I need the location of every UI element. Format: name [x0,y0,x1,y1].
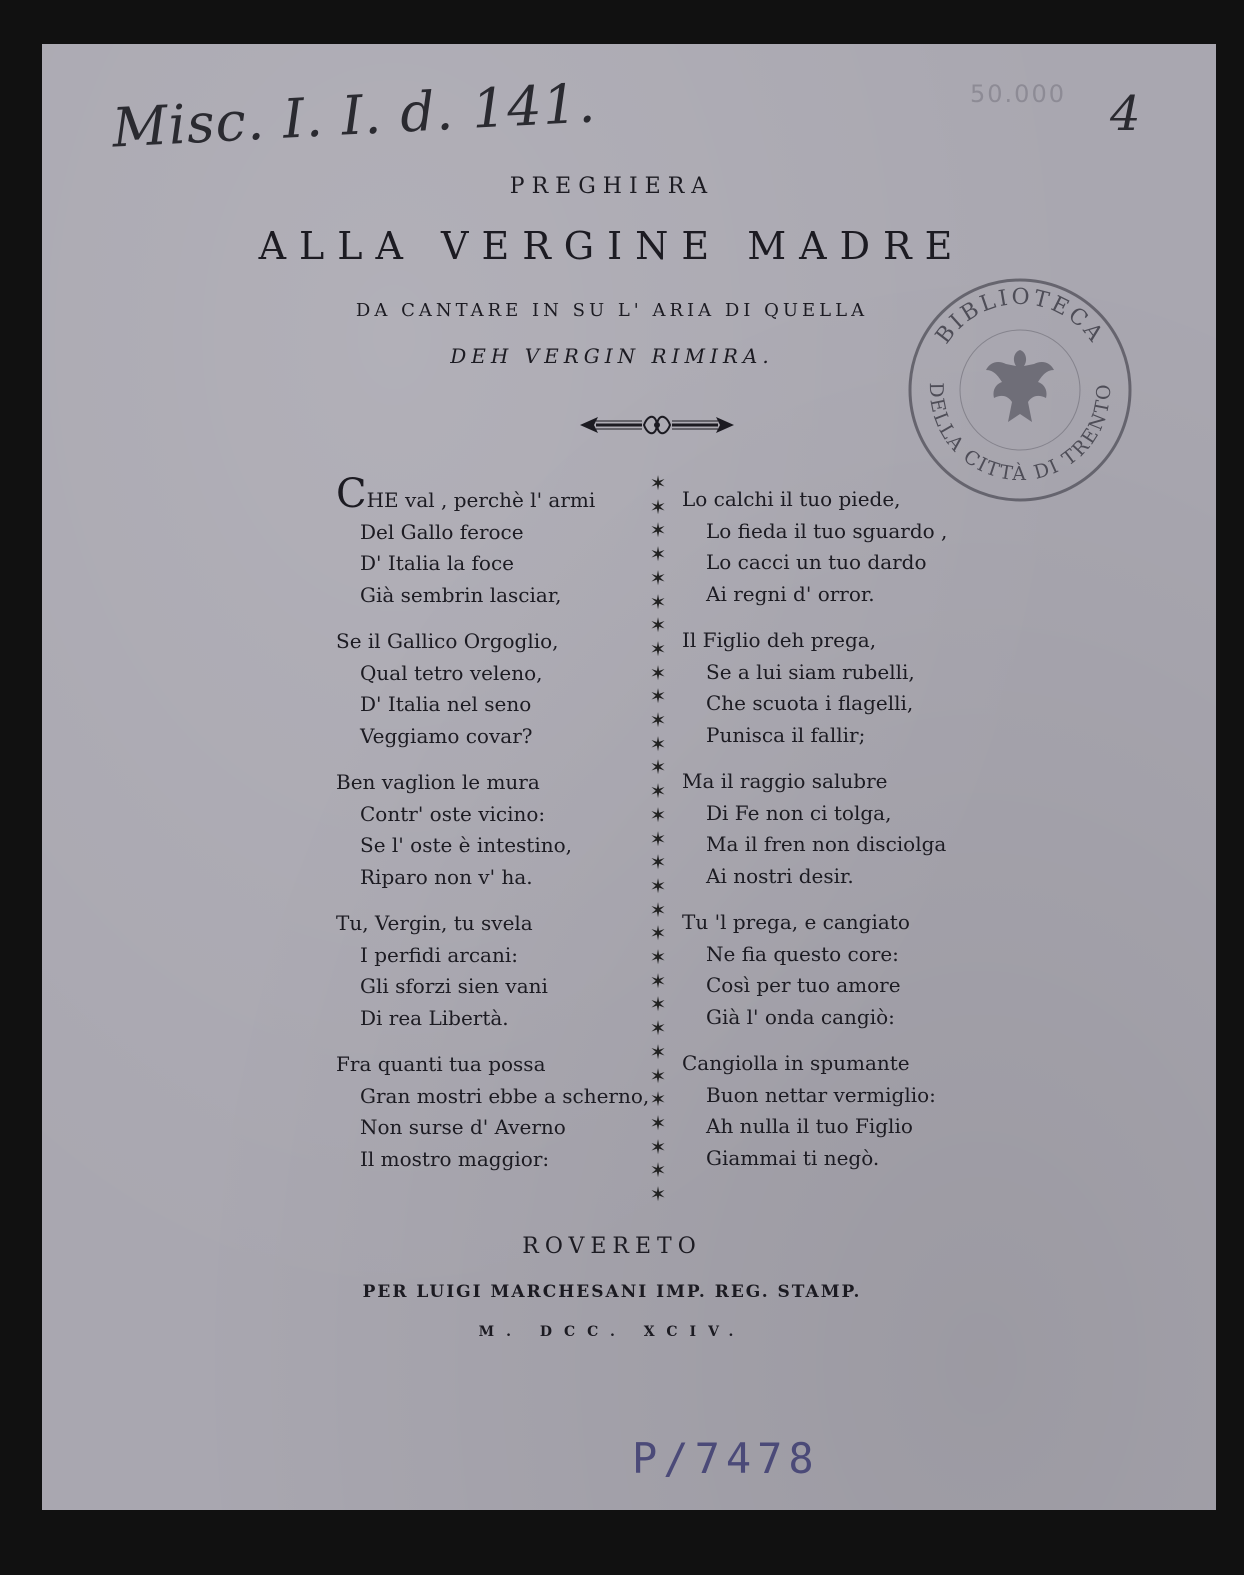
poem-line: Il mostro maggior: [360,1146,550,1171]
divider-star-icon: ✶ [649,684,667,709]
stamp-bottom-text: DELLA CITTÀ DI TRENTO [924,382,1116,486]
poem-line: Se il Gallico Orgoglio, [336,629,559,653]
stanza [336,767,649,893]
drop-cap: C [336,471,367,517]
divider-star-icon: ✶ [649,565,667,590]
poem-line: Tu 'l prega, e cangiato [682,910,910,934]
library-stamp [902,272,1138,508]
stanza [682,766,947,892]
divider-star-icon: ✶ [649,826,667,851]
poem-right-column [682,484,947,1189]
divider-star-icon: ✶ [649,471,667,495]
poem-line: Ai regni d' orror. [706,581,875,606]
divider-star-icon: ✶ [649,518,667,543]
poem-line: Lo fieda il tuo sguardo , [706,518,948,543]
poem-line: Ai nostri desir. [706,863,854,888]
divider-star-icon: ✶ [649,1087,667,1112]
divider-star-icon: ✶ [649,921,667,946]
poem-line: Ne fia questo core: [706,941,899,966]
poem-line: Gran mostri ebbe a scherno, [360,1083,650,1108]
poem-line: Del Gallo feroce [360,519,524,544]
divider-star-icon: ✶ [649,755,667,780]
svg-text:BIBLIOTECA [931,285,1109,349]
stanza [336,1049,649,1175]
poem-line: Qual tetro veleno, [360,660,543,685]
poem-line: Così per tuo amore [706,973,901,997]
stanza [682,625,947,751]
poem-line: Punisca il fallir; [706,722,866,747]
divider-star-icon: ✶ [649,613,667,638]
divider-star-icon: ✶ [649,1182,667,1207]
faint-inventory-number: 50.000 [970,80,1066,108]
poem-line: D' Italia la foce [360,551,514,575]
divider-star-icon: ✶ [649,945,667,970]
poem-line: Contr' oste vicino: [360,801,546,826]
poem-line: Che scuota i flagelli, [706,691,914,715]
poem-line: Di rea Libertà. [360,1005,509,1030]
poem-line: Se l' oste è intestino, [360,833,573,857]
ornament-divider [646,472,670,1207]
divider-star-icon: ✶ [649,1063,667,1088]
stamped-call-number: P/7478 [632,1434,820,1483]
poem-line: Veggiamo covar? [360,723,533,748]
poem-line: Buon nettar vermiglio: [706,1082,936,1107]
divider-star-icon: ✶ [649,660,667,685]
poem-line: Lo calchi il tuo piede, [682,487,901,511]
divider-star-icon: ✶ [649,1016,667,1041]
divider-star-icon: ✶ [649,494,667,519]
poem-line: Ben vaglion le mura [336,770,540,794]
stanza [682,484,947,610]
divider-star-icon: ✶ [649,731,667,756]
ornament-icon [572,408,742,442]
imprint-year: M. DCC. XCIV. [478,1324,746,1340]
title-preghiera: PREGHIERA [509,174,715,199]
divider-star-icon: ✶ [649,802,667,827]
poem-line: Già sembrin lasciar, [360,582,562,607]
imprint-printer: PER LUIGI MARCHESANI IMP. REG. STAMP. [362,1282,862,1302]
stanza [336,471,649,611]
divider-star-icon: ✶ [649,779,667,804]
divider-star-icon: ✶ [649,1134,667,1159]
poem-line: Non surse d' Averno [360,1115,566,1139]
first-word-smallcaps: HE [366,488,399,512]
poem-left-column [336,471,650,1190]
stanza [682,907,947,1033]
poem-line: Ma il raggio salubre [682,769,888,793]
poem-line: Tu, Vergin, tu svela [336,911,533,935]
poem-line: I perfidi arcani: [360,942,518,967]
poem-line: Fra quanti tua possa [336,1052,546,1076]
poem-line: Lo cacci un tuo dardo [706,550,927,574]
poem-line: Se a lui siam rubelli, [706,659,915,684]
divider-star-icon: ✶ [649,708,667,733]
poem-line: Ma il fren non disciolga [706,832,947,856]
imprint-place: ROVERETO [522,1234,702,1259]
divider-star-icon: ✶ [649,873,667,898]
first-line-rest: val , perchè l' armi [398,488,596,512]
stamp-top-text: BIBLIOTECA [931,284,1109,349]
title-subtitle: DA CANTARE IN SU L' ARIA DI QUELLA [355,300,869,321]
divider-star-icon: ✶ [649,542,667,567]
handwritten-shelfmark: Misc. I. I. d. 141. [110,71,598,160]
poem-line: Gli sforzi sien vani [360,974,548,998]
divider-star-icon: ✶ [649,1039,667,1064]
divider-star-icon: ✶ [649,636,667,661]
poem-line: Cangiolla in spumante [682,1051,910,1075]
divider-star-icon: ✶ [649,968,667,993]
divider-star-icon: ✶ [649,1110,667,1135]
eagle-icon [986,350,1054,422]
poem-line: Di Fe non ci tolga, [706,800,892,825]
divider-star-icon: ✶ [649,589,667,614]
poem-line: Il Figlio deh prega, [682,628,877,652]
stanza [336,626,649,752]
poem-line: D' Italia nel seno [360,692,532,716]
stanza [336,908,649,1034]
poem-line: Già l' onda cangiò: [706,1004,895,1029]
divider-star-icon: ✶ [649,850,667,875]
divider-star-icon: ✶ [649,992,667,1017]
divider-star-icon: ✶ [649,897,667,922]
poem-line: Ah nulla il tuo Figlio [706,1114,913,1138]
document-page [42,44,1216,1510]
stanza [682,1048,947,1174]
divider-star-icon: ✶ [649,1158,667,1183]
title-aria-name: DEH VERGIN RIMIRA. [450,344,774,368]
title-main: ALLA VERGINE MADRE [258,224,966,268]
poem-line [336,471,649,517]
handwritten-folio-number: 4 [1110,86,1141,142]
poem-line: Giammai ti negò. [706,1145,880,1170]
poem-line: Riparo non v' ha. [360,864,533,889]
